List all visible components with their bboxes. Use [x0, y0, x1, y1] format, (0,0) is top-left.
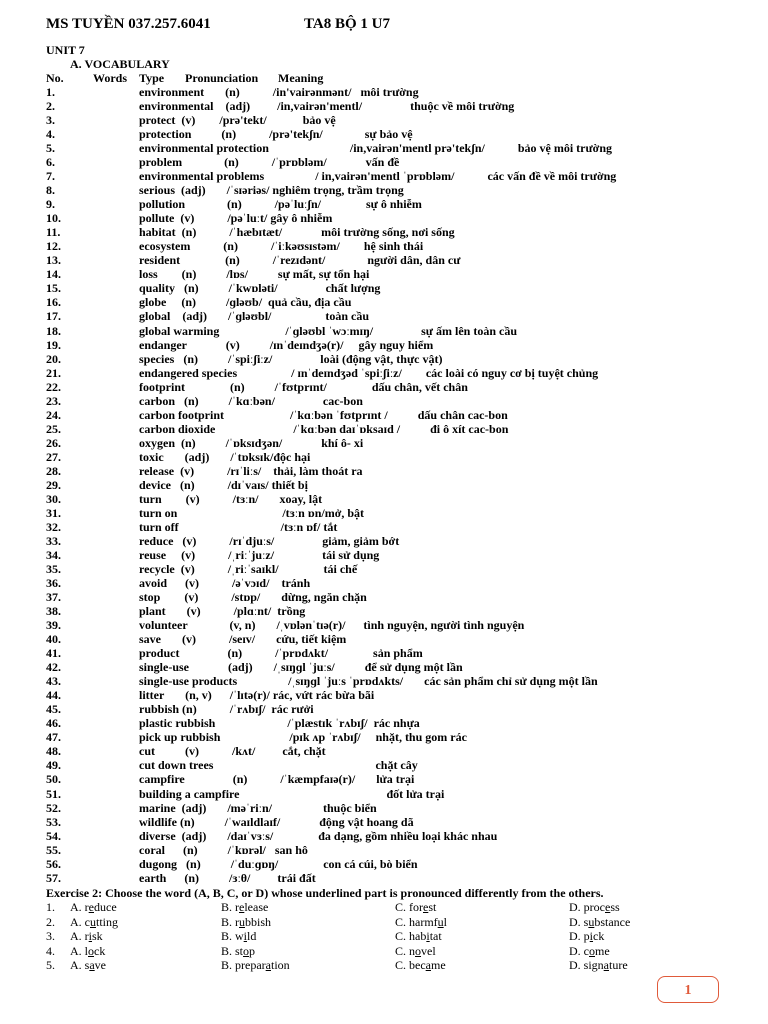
exercise-number: 2.	[46, 914, 55, 929]
vocab-entry: footprint (n) /ˈfʊtprɪnt/ dấu chân, vết chân	[139, 379, 468, 394]
vocab-entry: protect (v) /prə'tekt/ bảo vệ	[139, 113, 336, 128]
option-d: D. signature	[569, 958, 628, 972]
underlined-letter: e	[423, 900, 429, 914]
underlined-letter: o	[415, 943, 422, 958]
col-pron: Pronunciation	[185, 71, 259, 85]
vocab-entry: diverse (adj) /daɪˈvɜːs/ đa dạng, gồm nhiều loại khác nhau	[139, 828, 498, 843]
vocab-number: 11.	[46, 225, 61, 240]
vocab-number: 41.	[46, 646, 61, 661]
vocab-entry: rubbish (n) /ˈrʌbɪʃ/ rác rưởi	[139, 702, 314, 717]
underlined-letter: a	[425, 958, 431, 972]
vocab-number: 15.	[46, 281, 61, 296]
underlined-letter: i	[426, 929, 430, 943]
vocab-number: 37.	[46, 590, 61, 605]
vocab-entry: environmental protection /in,vairən'mentl prə'tekʃn/ bảo vệ môi trường	[139, 141, 613, 156]
vocab-number: 20.	[46, 351, 61, 366]
vocab-number: 32.	[46, 519, 61, 534]
vocab-number: 5.	[46, 141, 55, 156]
vocab-entry: cut (v) /kʌt/ cắt, chặt	[139, 744, 326, 759]
underlined-letter: u	[90, 914, 96, 929]
vocab-number: 33.	[46, 533, 61, 548]
vocab-number: 30.	[46, 491, 61, 506]
vocab-number: 16.	[46, 295, 61, 310]
vocab-entry: dugong (n) /ˈduːɡɒŋ/ con cá cúi, bò biển	[139, 856, 418, 871]
vocab-entry: recycle (v) /ˌriːˈsaɪkl/ tái chế	[139, 562, 358, 577]
option-a: A. cutting	[70, 914, 119, 929]
vocab-number: 57.	[46, 870, 61, 885]
vocab-number: 14.	[46, 267, 61, 282]
vocab-number: 9.	[46, 197, 55, 212]
vocab-entry: carbon (n) /ˈkɑːbən/ cac-bon	[139, 393, 363, 408]
underlined-letter: i	[88, 929, 93, 943]
vocab-number: 54.	[46, 828, 61, 843]
option-a: A. save	[70, 958, 106, 972]
vocab-number: 24.	[46, 407, 61, 422]
underlined-letter: a	[603, 958, 609, 972]
vocab-entry: serious (adj) /ˈsɪəriəs/ nghiêm trọng, trầm trọng	[139, 183, 404, 198]
vocab-number: 17.	[46, 309, 61, 324]
vocab-entry: device (n) /dɪˈvaɪs/ thiết bị	[139, 477, 308, 492]
vocab-entry: problem (n) /ˈprɒbləm/ vấn đề	[139, 155, 400, 170]
vocab-number: 22.	[46, 379, 61, 394]
vocab-number: 10.	[46, 211, 61, 226]
exercise-number: 3.	[46, 929, 55, 943]
option-d: D. pick	[569, 929, 605, 943]
vocab-entry: cut down trees chặt cây	[139, 758, 418, 773]
vocab-number: 28.	[46, 463, 61, 478]
option-b: B. release	[221, 900, 269, 914]
vocab-entry: volunteer (v, n) /ˌvɒlənˈtɪə(r)/ tình nguyện, người tình nguyện	[139, 618, 525, 633]
col-no: No.	[46, 71, 64, 85]
vocab-entry: coral (n) /ˈkɒrəl/ san hô	[139, 842, 308, 857]
vocab-entry: quality (n) /ˈkwɒləti/ chất lượng	[139, 281, 381, 296]
option-c: C. habitat	[395, 929, 442, 943]
vocab-number: 4.	[46, 127, 55, 142]
option-b: B. preparation	[221, 958, 290, 972]
vocab-number: 21.	[46, 365, 61, 380]
vocab-number: 40.	[46, 632, 61, 647]
vocab-number: 27.	[46, 449, 61, 464]
vocab-entry: save (v) /seɪv/ cứu, tiết kiệm	[139, 632, 347, 647]
option-c: C. forest	[395, 900, 437, 914]
underlined-letter: i	[589, 929, 594, 943]
vocab-number: 34.	[46, 547, 61, 562]
vocab-entry: avoid (v) /əˈvɔɪd/ tránh	[139, 576, 311, 591]
vocab-entry: environmental (adj) /in,vairən'mentl/ thuộc về môi trường	[139, 99, 515, 114]
vocab-entry: environment (n) /in'vairənmənt/ môi trường	[139, 85, 419, 99]
vocab-entry: species (n) /ˈspiːʃiːz/ loài (động vật, thực vật)	[139, 351, 443, 366]
vocab-entry: plastic rubbish /ˈplæstɪk ˈrʌbɪʃ/ rác nhựa	[139, 716, 420, 731]
vocab-entry: turn off /tɜːn ɒf/ tắt	[139, 519, 338, 534]
vocab-number: 44.	[46, 688, 61, 703]
vocab-number: 38.	[46, 604, 61, 619]
exercise-title: Exercise 2: Choose the word (A, B, C, or D) whose underlined part is pronounced differently from the others.	[46, 886, 604, 900]
vocab-number: 52.	[46, 800, 61, 815]
vocab-number: 8.	[46, 183, 55, 198]
col-type: Type	[139, 71, 165, 85]
vocab-entry: product (n) /ˈprɒdʌkt/ sản phẩm	[139, 646, 423, 661]
vocab-entry: pollution (n) /pəˈluːʃn/ sự ô nhiễm	[139, 197, 422, 212]
option-c: C. harmful	[395, 914, 447, 929]
vocab-number: 31.	[46, 505, 61, 520]
vocab-entry: turn on /tɜːn ɒn/mở, bật	[139, 505, 365, 520]
exercise-number: 5.	[46, 958, 55, 972]
option-d: D. process	[569, 900, 620, 914]
vocab-number: 55.	[46, 842, 61, 857]
underlined-letter: o	[589, 943, 595, 958]
option-d: D. come	[569, 943, 610, 958]
vocab-number: 43.	[46, 674, 61, 689]
vocab-number: 6.	[46, 155, 55, 170]
option-b: B. stop	[221, 943, 256, 958]
vocab-entry: reuse (v) /ˌriːˈjuːz/ tái sử dụng	[139, 547, 380, 562]
exercise-number: 4.	[46, 943, 55, 958]
vocab-entry: turn (v) /tɜːn/ xoay, lật	[139, 491, 323, 506]
header-left: MS TUYỀN 037.257.6041	[46, 16, 211, 32]
vocab-entry: building a campfire đốt lửa trại	[139, 786, 445, 801]
option-a: A. lock	[70, 943, 106, 958]
col-words: Words	[93, 71, 128, 85]
vocab-number: 7.	[46, 169, 55, 184]
vocab-entry: wildlife (n) /ˈwaɪldlaɪf/ động vật hoang dã	[139, 814, 414, 829]
vocab-entry: single-use (adj) /ˌsɪŋɡl ˈjuːs/ để sử dụng một lần	[139, 660, 463, 675]
vocab-entry: protection (n) /prə'tekʃn/ sự bảo vệ	[139, 127, 413, 142]
vocab-number: 53.	[46, 814, 61, 829]
vocab-number: 47.	[46, 730, 61, 745]
vocab-number: 2.	[46, 99, 55, 114]
vocab-entry: loss (n) /lɒs/ sự mất, sự tổn hại	[139, 267, 370, 282]
option-a: A. risk	[70, 929, 103, 943]
vocab-entry: pollute (v) /pəˈluːt/ gây ô nhiễm	[139, 211, 333, 226]
header-right: TA8 BỘ 1 U7	[304, 16, 390, 32]
underlined-letter: u	[239, 914, 245, 929]
vocab-number: 25.	[46, 421, 61, 436]
underlined-letter: u	[588, 914, 595, 929]
vocab-entry: pick up rubbish /pɪk ʌp ˈrʌbɪʃ/ nhặt, thu gom rác	[139, 730, 467, 745]
option-c: C. novel	[395, 943, 436, 958]
vocab-number: 45.	[46, 702, 61, 717]
vocab-entry: plant (v) /plɑːnt/ trồng	[139, 604, 306, 619]
vocab-number: 3.	[46, 113, 55, 128]
vocab-number: 42.	[46, 660, 61, 675]
vocab-entry: release (v) /rɪˈliːs/ thải, làm thoát ra	[139, 463, 363, 478]
unit-title: UNIT 7	[46, 43, 85, 57]
vocab-number: 46.	[46, 716, 61, 731]
vocab-number: 19.	[46, 337, 61, 352]
vocab-entry: stop (v) /stɒp/ dừng, ngăn chặn	[139, 590, 367, 605]
underlined-letter: e	[239, 900, 245, 914]
vocab-entry: endanger (v) /ɪnˈdeɪndʒə(r)/ gây nguy hiểm	[139, 337, 434, 352]
vocab-entry: earth (n) /ɜːθ/ trái đất	[139, 870, 316, 885]
underlined-letter: o	[243, 943, 250, 958]
option-b: B. wild	[221, 929, 257, 943]
vocab-entry: campfire (n) /ˈkæmpfaɪə(r)/ lửa trại	[139, 772, 415, 787]
vocab-number: 18.	[46, 323, 61, 338]
vocab-entry: environmental problems / in,vairən'mentl ˈprɒbləm/ các vấn đề về môi trường	[139, 169, 617, 184]
vocab-number: 23.	[46, 393, 61, 408]
exercise-number: 1.	[46, 900, 55, 914]
vocab-number: 1.	[46, 85, 55, 99]
col-meaning: Meaning	[278, 71, 324, 85]
option-d: D. substance	[569, 914, 631, 929]
vocab-number: 26.	[46, 435, 61, 450]
vocab-number: 29.	[46, 477, 61, 492]
underlined-letter: i	[243, 929, 248, 943]
underlined-letter: a	[89, 958, 95, 972]
vocab-entry: reduce (v) /rɪˈdjuːs/ giảm, giảm bớt	[139, 533, 400, 548]
vocab-entry: carbon footprint /ˈkɑːbən ˈfʊtprɪnt / dấu chân cac-bon	[139, 407, 508, 422]
column-headers	[46, 71, 346, 85]
vocab-entry: global warming /ˈɡləʊbl ˈwɔːmɪŋ/ sự ấm lên toàn cầu	[139, 323, 518, 338]
vocab-number: 49.	[46, 758, 61, 773]
vocab-entry: marine (adj) /məˈriːn/ thuộc biển	[139, 800, 377, 815]
vocab-number: 56.	[46, 856, 61, 871]
vocab-number: 12.	[46, 239, 61, 254]
vocab-number: 13.	[46, 253, 61, 268]
option-a: A. reduce	[70, 900, 117, 914]
vocab-entry: habitat (n) /ˈhæbɪtæt/ môi trường sống, nơi sống	[139, 225, 455, 240]
vocab-number: 35.	[46, 562, 61, 577]
vocab-entry: global (adj) /ˈɡləʊbl/ toàn cầu	[139, 309, 370, 324]
underlined-letter: o	[88, 943, 94, 958]
section-title: A. VOCABULARY	[70, 57, 170, 71]
page-number: 1	[657, 976, 719, 1003]
vocab-number: 50.	[46, 772, 61, 787]
underlined-letter: e	[88, 900, 94, 914]
vocab-entry: litter (n, v) /ˈlɪtə(r)/ rác, vứt rác bừa bãi	[139, 688, 375, 703]
vocab-number: 39.	[46, 618, 61, 633]
option-b: B. rubbish	[221, 914, 272, 929]
vocab-number: 36.	[46, 576, 61, 591]
vocab-number: 51.	[46, 786, 61, 801]
vocab-entry: globe (n) /ɡləʊb/ quả cầu, địa cầu	[139, 295, 352, 310]
vocab-entry: single-use products /ˌsɪŋɡl ˈjuːs ˈprɒdʌkts/ các sản phẩm chỉ sử dụng một lần	[139, 674, 598, 689]
underlined-letter: a	[265, 958, 271, 972]
vocab-entry: endangered species / ɪnˈdeɪndʒəd ˈspiːʃiːz/ các loài có nguy cơ bị tuyệt chủng	[139, 365, 599, 380]
option-c: C. became	[395, 958, 446, 972]
underlined-letter: e	[605, 900, 611, 914]
vocab-entry: carbon dioxide /ˈkɑːbən daɪˈɒksaɪd / đi ô xít cac-bon	[139, 421, 509, 436]
vocab-entry: ecosystem (n) /ˈiːkəʊsɪstəm/ hệ sinh thái	[139, 239, 424, 254]
vocab-entry: resident (n) /ˈrezɪdənt/ người dân, dân cư	[139, 253, 461, 268]
vocab-entry: oxygen (n) /ˈɒksɪdʒən/ khí ô- xi	[139, 435, 364, 450]
underlined-letter: u	[437, 914, 444, 929]
vocab-number: 48.	[46, 744, 61, 759]
vocab-entry: toxic (adj) /ˈtɒksɪk/độc hại	[139, 449, 311, 464]
